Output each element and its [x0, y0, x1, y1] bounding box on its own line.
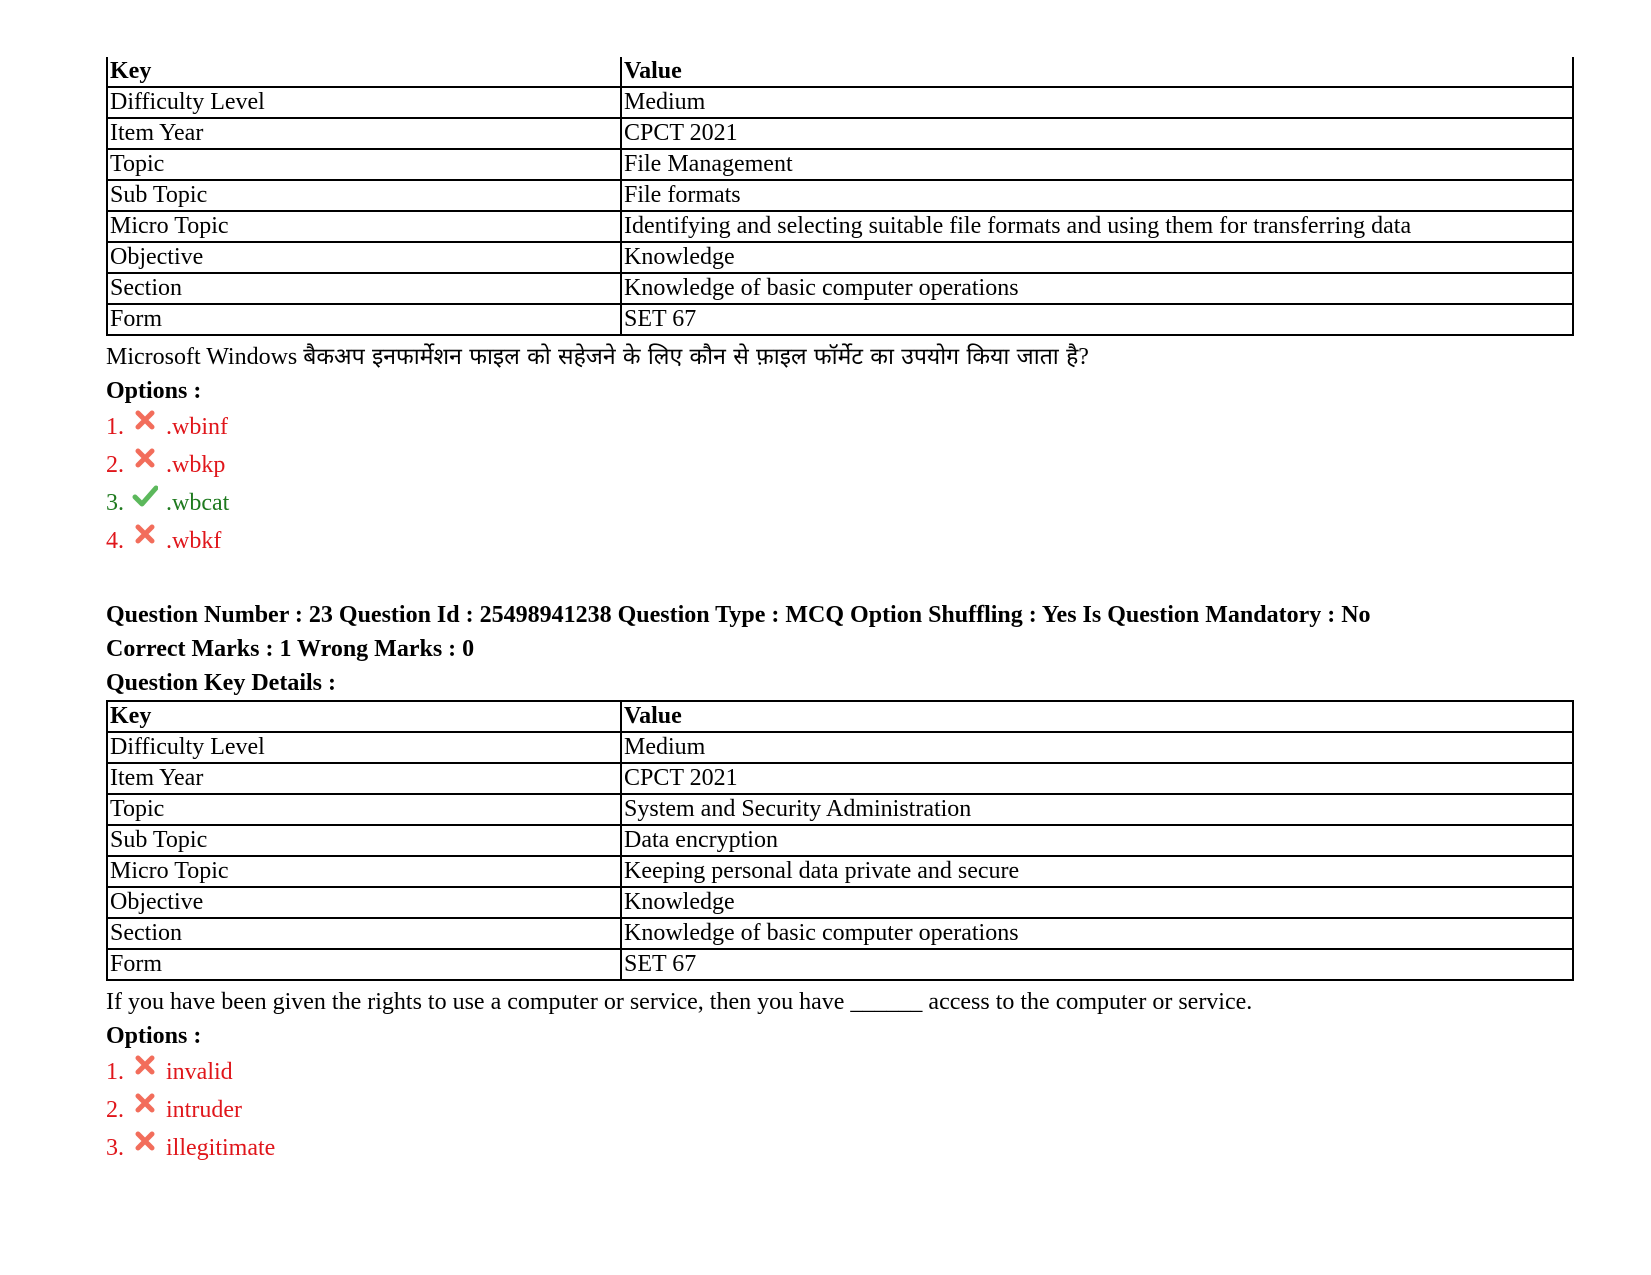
row-key: Section — [107, 273, 621, 304]
row-value: Keeping personal data private and secure — [621, 856, 1573, 887]
q1-option-4 — [106, 522, 1574, 560]
wrong-cross-icon — [132, 1052, 158, 1078]
table-row — [107, 794, 1573, 825]
value-header: Value — [621, 701, 1573, 732]
q1-key-details-table — [106, 57, 1574, 336]
option-text: .wbkp — [166, 452, 226, 478]
table-row — [107, 242, 1573, 273]
option-number: 2. — [106, 452, 124, 478]
row-value: Medium — [621, 87, 1573, 118]
question-paper-page — [106, 57, 1574, 1167]
row-key: Micro Topic — [107, 211, 621, 242]
q2-key-details-table — [106, 700, 1574, 981]
table-row — [107, 887, 1573, 918]
table-header-row — [107, 57, 1573, 87]
option-text: .wbcat — [166, 490, 230, 516]
q2-options-label: Options : — [106, 1023, 202, 1049]
key-header: Key — [107, 701, 621, 732]
row-value: Knowledge — [621, 242, 1573, 273]
q2-key-details-label: Question Key Details : — [106, 670, 336, 696]
table-row — [107, 763, 1573, 794]
wrong-cross-icon — [132, 407, 158, 433]
table-row — [107, 918, 1573, 949]
table-row — [107, 825, 1573, 856]
option-number: 3. — [106, 1135, 124, 1161]
table-header-row — [107, 701, 1573, 732]
option-text: .wbkf — [166, 528, 222, 554]
row-key: Form — [107, 949, 621, 980]
q1-question-hindi: बैकअप इनफार्मेशन फाइल को सहेजने के लिए कौन से फ़ाइल फॉर्मेट का उपयोग किया जाता है — [303, 344, 1079, 370]
row-value: SET 67 — [621, 949, 1573, 980]
wrong-cross-icon — [132, 1090, 158, 1116]
option-number: 1. — [106, 1059, 124, 1085]
row-value: File Management — [621, 149, 1573, 180]
row-key: Sub Topic — [107, 825, 621, 856]
table-row — [107, 180, 1573, 211]
spacer — [106, 560, 1574, 598]
row-key: Difficulty Level — [107, 87, 621, 118]
row-key: Topic — [107, 794, 621, 825]
wrong-cross-icon — [132, 521, 158, 547]
q2-meta-line-2: Correct Marks : 1 Wrong Marks : 0 — [106, 636, 475, 662]
option-number: 1. — [106, 414, 124, 440]
row-key: Topic — [107, 149, 621, 180]
row-key: Form — [107, 304, 621, 335]
table-row — [107, 211, 1573, 242]
option-text: .wbinf — [166, 414, 228, 440]
row-value: SET 67 — [621, 304, 1573, 335]
q1-question-text — [106, 340, 1574, 374]
row-value: System and Security Administration — [621, 794, 1573, 825]
row-value: Identifying and selecting suitable file formats and using them for transferring data — [621, 211, 1573, 242]
table-row — [107, 732, 1573, 763]
q1-option-3 — [106, 484, 1574, 522]
table-row — [107, 949, 1573, 980]
row-key: Objective — [107, 887, 621, 918]
q1-question-suffix: ? — [1078, 344, 1089, 370]
option-text: invalid — [166, 1059, 233, 1085]
table-row — [107, 273, 1573, 304]
row-key: Section — [107, 918, 621, 949]
table-row — [107, 856, 1573, 887]
row-value: Knowledge of basic computer operations — [621, 918, 1573, 949]
row-value: Medium — [621, 732, 1573, 763]
row-key: Sub Topic — [107, 180, 621, 211]
q1-option-1 — [106, 408, 1574, 446]
row-key: Difficulty Level — [107, 732, 621, 763]
wrong-cross-icon — [132, 445, 158, 471]
q2-meta-line-1: Question Number : 23 Question Id : 25498941238 Question Type : MCQ Option Shuffling : Yes Is Question Mandatory : No — [106, 602, 1371, 628]
option-text: intruder — [166, 1097, 242, 1123]
value-header: Value — [621, 57, 1573, 87]
option-number: 3. — [106, 490, 124, 516]
row-value: Data encryption — [621, 825, 1573, 856]
option-number: 4. — [106, 528, 124, 554]
row-key: Item Year — [107, 118, 621, 149]
correct-check-icon — [132, 483, 158, 509]
option-number: 2. — [106, 1097, 124, 1123]
row-value: File formats — [621, 180, 1573, 211]
row-value: CPCT 2021 — [621, 118, 1573, 149]
option-text: illegitimate — [166, 1135, 276, 1161]
q1-options-label: Options : — [106, 378, 202, 404]
key-header: Key — [107, 57, 621, 87]
row-value: Knowledge — [621, 887, 1573, 918]
row-key: Objective — [107, 242, 621, 273]
table-row — [107, 304, 1573, 335]
q1-option-2 — [106, 446, 1574, 484]
wrong-cross-icon — [132, 1128, 158, 1154]
table-row — [107, 87, 1573, 118]
row-key: Item Year — [107, 763, 621, 794]
row-value: CPCT 2021 — [621, 763, 1573, 794]
q2-option-3 — [106, 1129, 1574, 1167]
q2-option-2 — [106, 1091, 1574, 1129]
table-row — [107, 118, 1573, 149]
table-row — [107, 149, 1573, 180]
q1-question-prefix: Microsoft Windows — [106, 344, 304, 370]
row-key: Micro Topic — [107, 856, 621, 887]
q2-option-1 — [106, 1053, 1574, 1091]
q2-question-text: If you have been given the rights to use a computer or service, then you have ______ access to the computer or service. — [106, 989, 1253, 1015]
row-value: Knowledge of basic computer operations — [621, 273, 1573, 304]
